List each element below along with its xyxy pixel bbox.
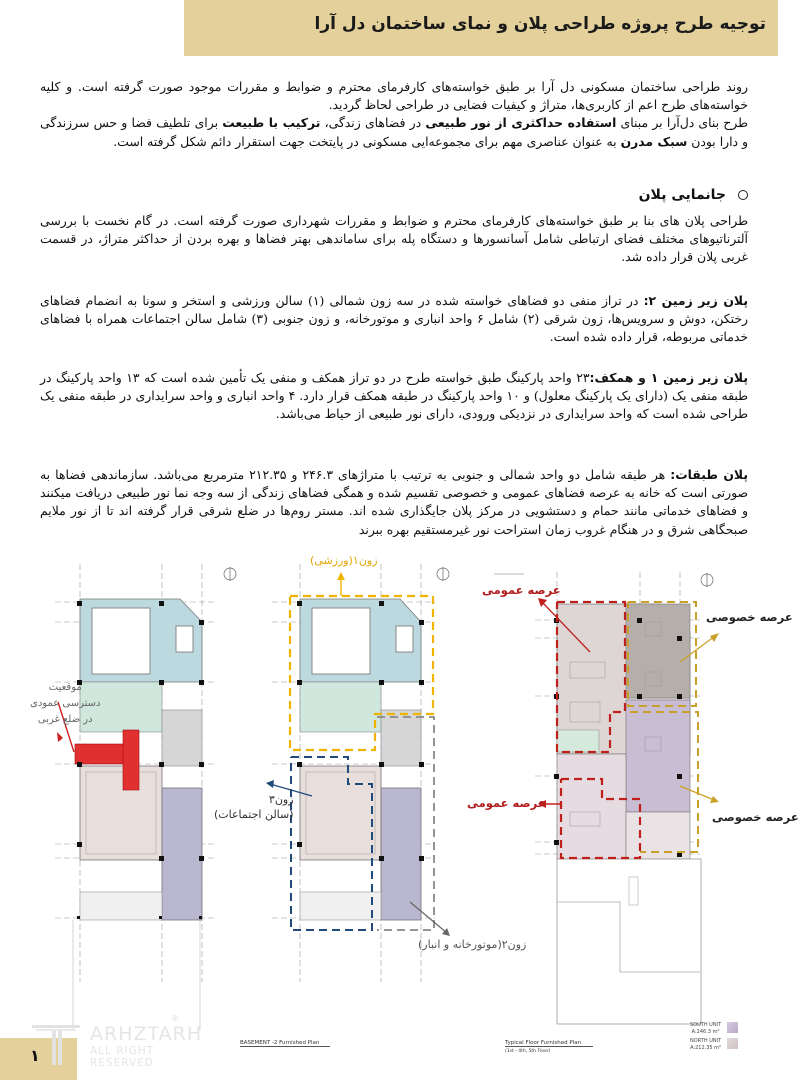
typical-plan-caption: Typical Floor Furnished Plan <box>505 1040 593 1047</box>
header-band <box>184 0 778 56</box>
intro-bold-3: سبک مدرن <box>620 133 688 149</box>
floors-text: هر طبقه شامل دو واحد شمالی و جنوبی به ترتیب با متراژهای ۲۴۶.۳ و ۲۱۲.۳۵ مترمربع می‌باشد. سازماندهی فضاها به صورتی است که خانه به عرصه فضاهای عمومی و خصوصی تقسیم شده و همگی فضاهای زندگی از سه وجه نما نور طبیعی دریافت میکنند و فضاهای خدماتی مانند حمام و دستشویی در مرکز پلان جایگذاری شده اند. مستر روم‌ها در ضلع شرقی قرار گرفته اند تا از نور ملایم صبحگاهی شرق و در هنگام غروب زمان استراحت نور غیرمستقیم بهره ببرند <box>40 467 748 537</box>
plans-figure <box>0 552 799 1032</box>
south-unit-swatch <box>727 1022 738 1033</box>
logo-tagline: ALL RIGHT RESERVED <box>90 1045 155 1069</box>
south-unit-label: SOUTH UNIT <box>690 1022 722 1028</box>
logo <box>28 1005 203 1069</box>
page-title: توجیه طرح پروژه طراحی پلان و نمای ساختمان دل آرا <box>314 14 766 34</box>
basement2-text: در تراز منفی دو فضاهای خواسته شده در سه زون شمالی (۱) سالن ورزشی و استخر و سونا به انضمام فضاهای رختکن، دوش و سرویس‌ها، زون شرقی (۲) شامل ۶ واحد انباری و موتورخانه، و زون جنوبی (۳) شامل سالن اجتماعات همراه با فضاهای خدماتی مربوطه، قرار داده شده است. <box>40 293 749 345</box>
north-unit-label: NORTH UNIT <box>690 1038 722 1044</box>
zone3-line-2: (سالن اجتماعات) <box>214 808 294 821</box>
zone1-label: زون۱(ورزشی) <box>310 554 378 567</box>
legend-south-unit <box>690 1022 721 1036</box>
basement1-paragraph <box>40 369 748 424</box>
basement-plan-left <box>55 564 236 1030</box>
vertical-access-line-3: در ضلع غربی <box>37 714 93 725</box>
public-zone-label-1: عرصه عمومی <box>482 583 561 597</box>
north-unit-swatch <box>727 1038 738 1049</box>
intro-bold-1: استفاده حداکثری از نور طبیعی <box>425 115 617 131</box>
floor-plans-drawing <box>0 552 778 1032</box>
floors-paragraph <box>40 466 748 539</box>
zone3-label <box>214 792 294 822</box>
intro-paragraph <box>40 78 748 151</box>
legend-north-unit <box>690 1038 721 1052</box>
intro-text-b3: برای تلطیف فضا و حس سرزندگی و دارا بودن <box>40 115 748 149</box>
private-zone-label-2: عرصه خصوصی <box>712 810 799 824</box>
public-zone-label-2: عرصه عمومی <box>467 796 546 810</box>
private-zone-label-1: عرصه خصوصی <box>706 610 793 624</box>
intro-bold-2: ترکیب با طبیعت <box>222 115 321 131</box>
floors-label: پلان طبقات: <box>670 467 748 482</box>
intro-text-b2: در فضاهای زندگی، <box>320 115 426 131</box>
vertical-access-highlight <box>75 744 125 764</box>
zone3-line-1: زون۳ <box>268 793 294 806</box>
section-heading-text: جانمایی پلان <box>638 187 726 203</box>
basement1-label: پلان زیر زمین ۱ و همکف: <box>589 370 748 385</box>
south-unit-area: A:246.3 m² <box>691 1029 720 1035</box>
section-paragraph: طراحی پلان های بنا بر طبق خواسته‌های کارفرمای محترم و ضوابط و مقررات شهرداری صورت گرفته است. در گام نخست با بررسی آلترناتیوهای مختلف فضای ارتباطی شامل آسانسورها و دستگاه پله برای ساماندهی بهتر فضاها و بهره بردن از حداکثر متراژ، در قسمت غربی پلان قرار داده شد. <box>40 213 748 265</box>
intro-text-b4: به عنوان عناصری مهم برای مجموعه‌ایی مسکونی در پایتخت جهت استقرار دائم شکل گرفته است. <box>113 133 621 149</box>
intro-text-a: روند طراحی ساختمان مسکونی دل آرا بر طبق خواسته‌های کارفرمای محترم و ضوابط و مقررات موجود صورت گرفته است. و کلیه خواسته‌های طرح اعم از کاربری‌ها، متراژ و کیفیات فضایی در طراحی لحاظ گردید. <box>40 79 748 113</box>
north-unit-area: A:212.35 m² <box>690 1045 722 1051</box>
circle-bullet-icon <box>738 190 748 200</box>
zone2-label: زون۲(موتورخانه و انبار) <box>418 938 527 951</box>
column-logo-icon <box>28 1005 88 1065</box>
vertical-access-line-1: موقعیت <box>48 682 82 693</box>
registered-icon: ® <box>171 1014 179 1023</box>
basement2-label: پلان زیر زمین ۲: <box>643 293 748 308</box>
vertical-access-line-2: دسترسی عمودی <box>30 698 101 709</box>
typical-plan-subcaption: (1st - 4th, 5th Floor) <box>505 1049 551 1054</box>
basement-plan-caption: BASEMENT -2 Furnished Plan <box>240 1040 330 1047</box>
section-heading <box>639 187 748 203</box>
page-number: ۱ <box>30 1046 40 1065</box>
intro-text-b1: طرح بنای دل‌آرا بر مبنای <box>616 115 748 131</box>
basement1-text: ۲۳ واحد پارکینگ طبق خواسته طرح در دو تراز همکف و منفی یک تأمین شده است که ۱۳ واحد پارکینگ در طبقه منفی یک (دارای یک پارکینگ معلول) و ۱۰ واحد پارکینگ در طبقه همکف قرار دارد. ۴ واحد انباری و واحد سرایداری در طبقه منفی یک طراحی شده است که واحد سرایداری در نزدیکی ورودی، دارای نور طبیعی از حیاط می‌باشد. <box>40 370 748 422</box>
basement2-paragraph <box>40 292 748 347</box>
basement-plan-middle <box>266 564 450 982</box>
logo-name: ARHZTARH <box>90 1023 203 1045</box>
vertical-access-label <box>30 680 100 728</box>
